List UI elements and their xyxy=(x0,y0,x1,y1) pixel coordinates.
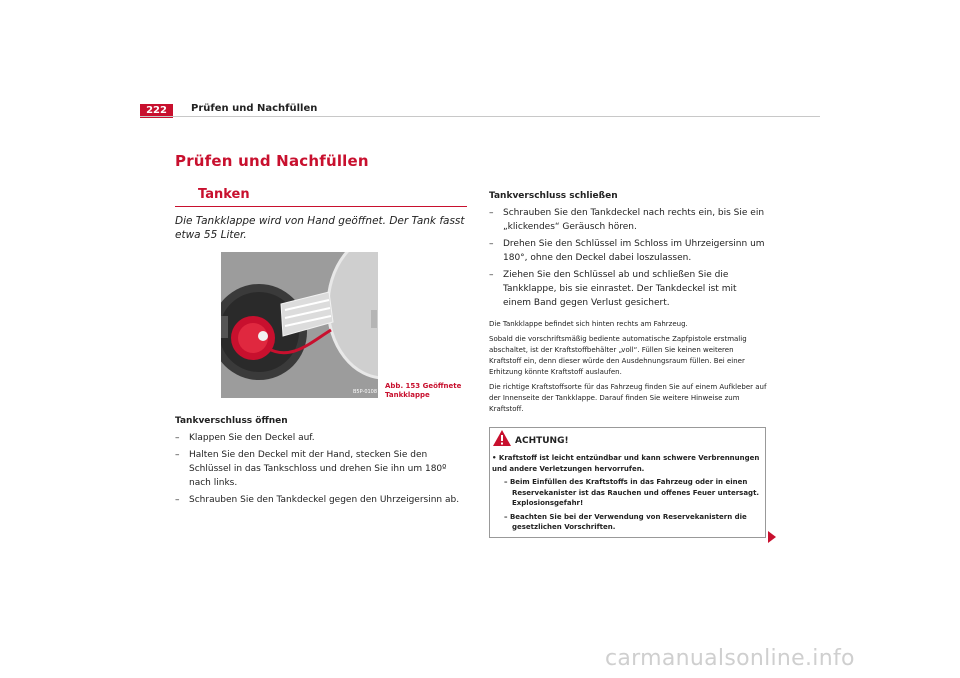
figure-caption-line1: Abb. 153 Geöffnete xyxy=(385,382,462,390)
warning-body xyxy=(492,453,764,536)
close-step: – Drehen Sie den Schlüssel im Schloss im Uhrzeigersinn um 180°, ohne den Deckel dabei loszulassen. xyxy=(489,239,765,263)
open-instructions xyxy=(175,414,467,507)
warning-title: ACHTUNG! xyxy=(515,436,569,446)
chapter-title: Prüfen und Nachfüllen xyxy=(175,152,369,170)
close-step: – Ziehen Sie den Schlüssel ab und schließen Sie die Tankklappe, bis sie einrastet. Der Tankdeckel ist mit einem Band gegen Verlust gesichert. xyxy=(489,270,737,308)
fuel-flap-illustration xyxy=(221,252,378,398)
page-number: 222 xyxy=(140,104,173,118)
warning-triangle-icon xyxy=(492,429,512,451)
close-instructions xyxy=(489,189,767,310)
warning-sub-item: – Beim Einfüllen des Kraftstoffs in das Fahrzeug oder in einen Reservekanister ist das Rauchen und offenes Feuer untersagt. Explosionsgefahr! xyxy=(504,478,760,507)
note-paragraph: Die Tankklappe befindet sich hinten rechts am Fahrzeug. xyxy=(489,320,688,328)
notes xyxy=(489,319,767,419)
open-step: – Klappen Sie den Deckel auf. xyxy=(175,433,315,443)
watermark: carmanualsonline.info xyxy=(605,646,855,671)
open-step: – Schrauben Sie den Tankdeckel gegen den Uhrzeigersinn ab. xyxy=(175,495,460,505)
intro-text: Die Tankklappe wird von Hand geöffnet. Der Tank fasst etwa 55 Liter. xyxy=(175,215,465,241)
section-title: Tanken xyxy=(198,187,250,202)
open-step: – Halten Sie den Deckel mit der Hand, stecken Sie den Schlüssel in das Tankschloss und drehen Sie ihn um 180º nach links. xyxy=(175,450,447,488)
running-title: Prüfen und Nachfüllen xyxy=(191,103,318,114)
continue-arrow-icon xyxy=(768,531,776,543)
close-step: – Schrauben Sie den Tankdeckel nach rechts ein, bis Sie ein „klickendes“ Geräusch hören. xyxy=(489,208,765,232)
figure-code: B5P-0108 xyxy=(353,389,378,395)
note-paragraph: Sobald die vorschriftsmäßig bediente automatische Zapfpistole erstmalig abschaltet, ist der Kraftstoffbehälter „voll“. Füllen Sie keinen weiteren Kraftstoff ein, denn dieser würde den Ausdehnungsraum füllen. Bei einer Erhitzung könnte Kraftstoff auslaufen. xyxy=(489,335,747,376)
note-paragraph: Die richtige Kraftstoffsorte für das Fahrzeug finden Sie auf einem Aufkleber auf der Innenseite der Tankklappe. Darauf finden Sie weitere Hinweise zum Kraftstoff. xyxy=(489,383,767,413)
close-subtitle: Tankverschluss schließen xyxy=(489,191,618,201)
warning-sub-item: – Beachten Sie bei der Verwendung von Reservekanistern die gesetzlichen Vorschriften. xyxy=(504,512,747,531)
open-subtitle: Tankverschluss öffnen xyxy=(175,416,288,426)
figure-caption-line2: Tankklappe xyxy=(385,391,430,399)
figure-caption xyxy=(385,382,461,400)
header-rule xyxy=(140,116,820,117)
section-rule xyxy=(175,206,467,207)
warning-bullet: • Kraftstoff ist leicht entzündbar und kann schwere Verbrennungen und andere Verletzungen hervorrufen. xyxy=(492,454,760,473)
